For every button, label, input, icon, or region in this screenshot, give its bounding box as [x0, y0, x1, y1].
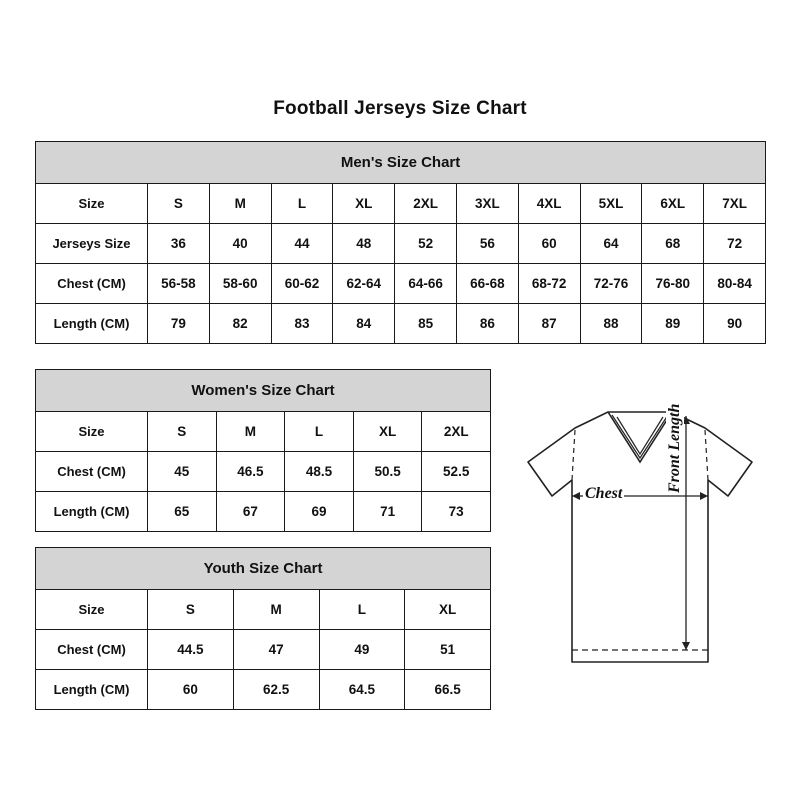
row-label: Size: [36, 590, 148, 630]
cell: 65: [148, 492, 217, 532]
cell: 72: [704, 224, 766, 264]
row-label: Length (CM): [36, 670, 148, 710]
table-row: [36, 224, 766, 264]
table-row: [36, 184, 766, 224]
cell: M: [209, 184, 271, 224]
cell: L: [285, 412, 354, 452]
cell: M: [233, 590, 319, 630]
row-label: Jerseys Size: [36, 224, 148, 264]
cell: 79: [148, 304, 210, 344]
cell: 49: [319, 630, 405, 670]
cell: 56-58: [148, 264, 210, 304]
cell: 68: [642, 224, 704, 264]
jersey-measurement-diagram: [500, 400, 780, 690]
cell: 90: [704, 304, 766, 344]
cell: 40: [209, 224, 271, 264]
table-row: [36, 264, 766, 304]
cell: 88: [580, 304, 642, 344]
cell: 86: [456, 304, 518, 344]
cell: XL: [405, 590, 491, 630]
womens-size-table: [35, 369, 491, 532]
row-label: Chest (CM): [36, 452, 148, 492]
cell: 62-64: [333, 264, 395, 304]
table-section-header-row: [36, 548, 491, 590]
cell: 3XL: [456, 184, 518, 224]
table-row: [36, 304, 766, 344]
jersey-outline-icon: [500, 400, 780, 690]
cell: 80-84: [704, 264, 766, 304]
cell: 64.5: [319, 670, 405, 710]
cell: 48.5: [285, 452, 354, 492]
cell: 66.5: [405, 670, 491, 710]
table-row: [36, 590, 491, 630]
cell: 73: [422, 492, 491, 532]
cell: S: [148, 590, 234, 630]
cell: 2XL: [395, 184, 457, 224]
cell: 72-76: [580, 264, 642, 304]
cell: 84: [333, 304, 395, 344]
cell: 46.5: [216, 452, 285, 492]
table-row: [36, 630, 491, 670]
row-label: Length (CM): [36, 304, 148, 344]
cell: 51: [405, 630, 491, 670]
table-row: [36, 670, 491, 710]
table-row: [36, 452, 491, 492]
cell: 60: [148, 670, 234, 710]
row-label: Size: [36, 412, 148, 452]
mens-size-table: [35, 141, 766, 344]
cell: 87: [518, 304, 580, 344]
cell: 7XL: [704, 184, 766, 224]
cell: 56: [456, 224, 518, 264]
cell: 58-60: [209, 264, 271, 304]
cell: 50.5: [353, 452, 422, 492]
cell: 4XL: [518, 184, 580, 224]
cell: 62.5: [233, 670, 319, 710]
cell: 69: [285, 492, 354, 532]
cell: S: [148, 412, 217, 452]
row-label: Chest (CM): [36, 264, 148, 304]
row-label: Size: [36, 184, 148, 224]
row-label: Length (CM): [36, 492, 148, 532]
cell: 83: [271, 304, 333, 344]
womens-section-heading: Women's Size Chart: [36, 370, 491, 412]
youth-section-heading: Youth Size Chart: [36, 548, 491, 590]
cell: 44: [271, 224, 333, 264]
table-row: [36, 492, 491, 532]
cell: L: [271, 184, 333, 224]
cell: S: [148, 184, 210, 224]
cell: 85: [395, 304, 457, 344]
cell: 82: [209, 304, 271, 344]
cell: 52: [395, 224, 457, 264]
cell: 36: [148, 224, 210, 264]
cell: 47: [233, 630, 319, 670]
cell: 71: [353, 492, 422, 532]
cell: 64: [580, 224, 642, 264]
page-title: Football Jerseys Size Chart: [273, 98, 527, 119]
cell: L: [319, 590, 405, 630]
cell: XL: [333, 184, 395, 224]
cell: 44.5: [148, 630, 234, 670]
cell: 45: [148, 452, 217, 492]
youth-size-table: [35, 547, 491, 710]
cell: 52.5: [422, 452, 491, 492]
cell: 2XL: [422, 412, 491, 452]
cell: 5XL: [580, 184, 642, 224]
cell: XL: [353, 412, 422, 452]
chest-measure-label: Chest: [585, 485, 623, 502]
cell: 76-80: [642, 264, 704, 304]
row-label: Chest (CM): [36, 630, 148, 670]
cell: M: [216, 412, 285, 452]
table-section-header-row: [36, 142, 766, 184]
cell: 64-66: [395, 264, 457, 304]
cell: 68-72: [518, 264, 580, 304]
mens-section-heading: Men's Size Chart: [36, 142, 766, 184]
cell: 66-68: [456, 264, 518, 304]
front-length-measure-label: Front Length: [666, 403, 683, 493]
cell: 89: [642, 304, 704, 344]
table-section-header-row: [36, 370, 491, 412]
cell: 67: [216, 492, 285, 532]
cell: 48: [333, 224, 395, 264]
cell: 6XL: [642, 184, 704, 224]
cell: 60-62: [271, 264, 333, 304]
table-row: [36, 412, 491, 452]
cell: 60: [518, 224, 580, 264]
